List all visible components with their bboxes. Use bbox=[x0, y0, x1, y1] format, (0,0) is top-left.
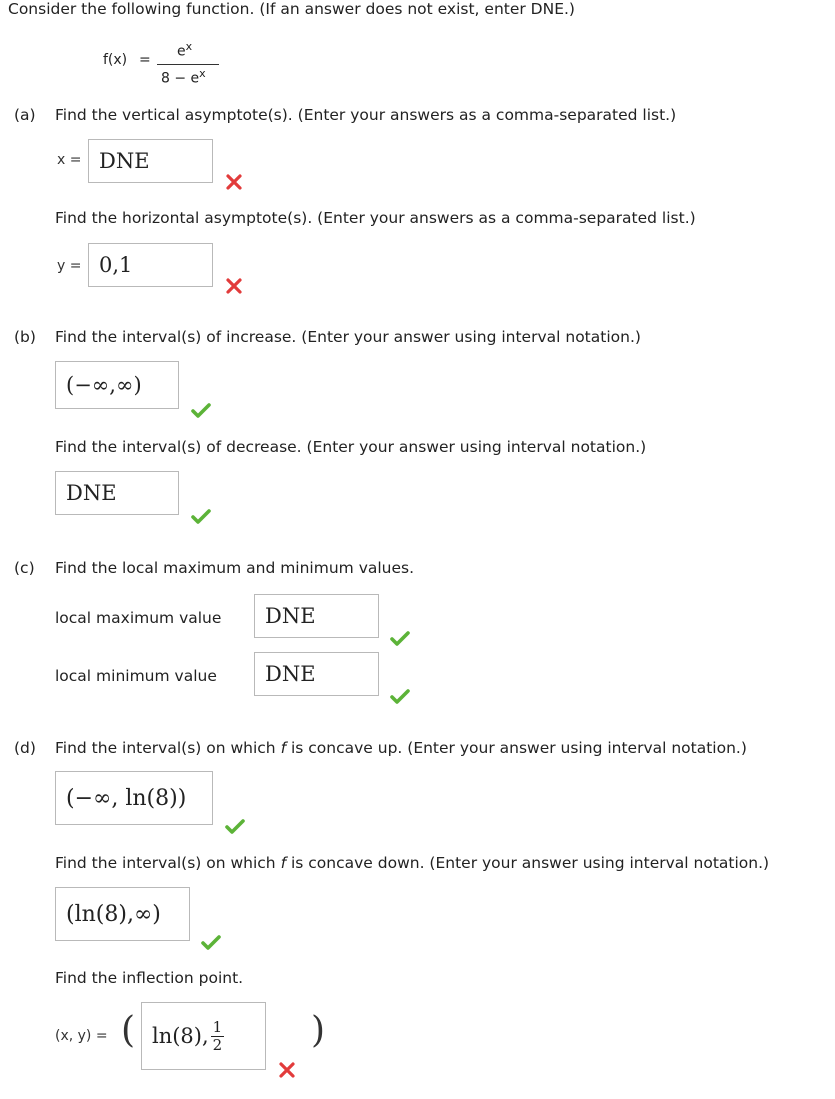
part-a-label: (a) bbox=[14, 106, 36, 124]
horizontal-asymptote-var: y = bbox=[57, 258, 82, 274]
function-lhs: f(x) bbox=[103, 52, 128, 68]
inflection-answer-fraction bbox=[211, 1019, 225, 1054]
function-equals: = bbox=[139, 52, 151, 68]
fraction-denominator: 2 bbox=[212, 1035, 223, 1054]
denominator-base: 8 − e bbox=[161, 70, 200, 87]
part-a-question-vertical: Find the vertical asymptote(s). (Enter your answers as a comma-separated list.) bbox=[55, 106, 677, 124]
function-numerator bbox=[177, 40, 192, 60]
incorrect-x-icon bbox=[277, 1060, 297, 1080]
part-d-question-concave-down bbox=[55, 854, 769, 872]
local-min-label: local minimum value bbox=[55, 667, 217, 685]
numerator-exponent: x bbox=[185, 40, 193, 53]
inflection-close-paren: ) bbox=[311, 1010, 326, 1051]
part-d-label: (d) bbox=[14, 739, 36, 757]
function-denominator bbox=[161, 67, 206, 87]
concave-down-q-pre: Find the interval(s) on which bbox=[55, 854, 281, 872]
local-min-input[interactable]: DNE bbox=[254, 652, 379, 696]
concave-up-input[interactable]: (−∞, ln(8)) bbox=[55, 771, 213, 825]
fraction-numerator: 1 bbox=[212, 1017, 223, 1036]
part-b-question-decrease: Find the interval(s) of decrease. (Enter your answer using interval notation.) bbox=[55, 438, 647, 456]
incorrect-x-icon bbox=[224, 276, 244, 296]
concave-down-q-post: is concave down. (Enter your answer using interval notation.) bbox=[286, 854, 770, 872]
denominator-exponent: x bbox=[199, 67, 206, 80]
correct-check-icon bbox=[225, 816, 245, 836]
local-max-label: local maximum value bbox=[55, 609, 222, 627]
vertical-asymptote-var: x = bbox=[57, 152, 82, 168]
part-b-label: (b) bbox=[14, 328, 36, 346]
part-a-question-horizontal: Find the horizontal asymptote(s). (Enter your answers as a comma-separated list.) bbox=[55, 209, 696, 227]
concave-down-q-f: f bbox=[280, 854, 287, 872]
part-d-question-concave-up bbox=[55, 739, 747, 757]
function-fraction-bar bbox=[157, 64, 219, 65]
horizontal-asymptote-input[interactable]: 0,1 bbox=[88, 243, 213, 287]
part-c-question: Find the local maximum and minimum values. bbox=[55, 559, 415, 577]
part-d-question-inflection: Find the inflection point. bbox=[55, 969, 244, 987]
incorrect-x-icon bbox=[224, 172, 244, 192]
decrease-interval-input[interactable]: DNE bbox=[55, 471, 179, 515]
inflection-point-input[interactable] bbox=[141, 1002, 266, 1070]
numerator-base: e bbox=[177, 43, 186, 60]
part-c-label: (c) bbox=[14, 559, 35, 577]
local-max-input[interactable]: DNE bbox=[254, 594, 379, 638]
inflection-xy-label: (x, y) = bbox=[55, 1028, 108, 1044]
correct-check-icon bbox=[390, 686, 410, 706]
vertical-asymptote-input[interactable]: DNE bbox=[88, 139, 213, 183]
inflection-answer-main: ln(8), bbox=[152, 1024, 209, 1048]
intro-text: Consider the following function. (If an answer does not exist, enter DNE.) bbox=[8, 0, 575, 18]
inflection-open-paren: ( bbox=[121, 1010, 136, 1051]
correct-check-icon bbox=[201, 932, 221, 952]
increase-interval-input[interactable]: (−∞,∞) bbox=[55, 361, 179, 409]
correct-check-icon bbox=[191, 400, 211, 420]
part-b-question-increase: Find the interval(s) of increase. (Enter your answer using interval notation.) bbox=[55, 328, 641, 346]
concave-up-q-f: f bbox=[280, 739, 287, 757]
correct-check-icon bbox=[390, 628, 410, 648]
correct-check-icon bbox=[191, 506, 211, 526]
concave-up-q-pre: Find the interval(s) on which bbox=[55, 739, 281, 757]
concave-down-input[interactable]: (ln(8),∞) bbox=[55, 887, 190, 941]
concave-up-q-post: is concave up. (Enter your answer using interval notation.) bbox=[286, 739, 747, 757]
